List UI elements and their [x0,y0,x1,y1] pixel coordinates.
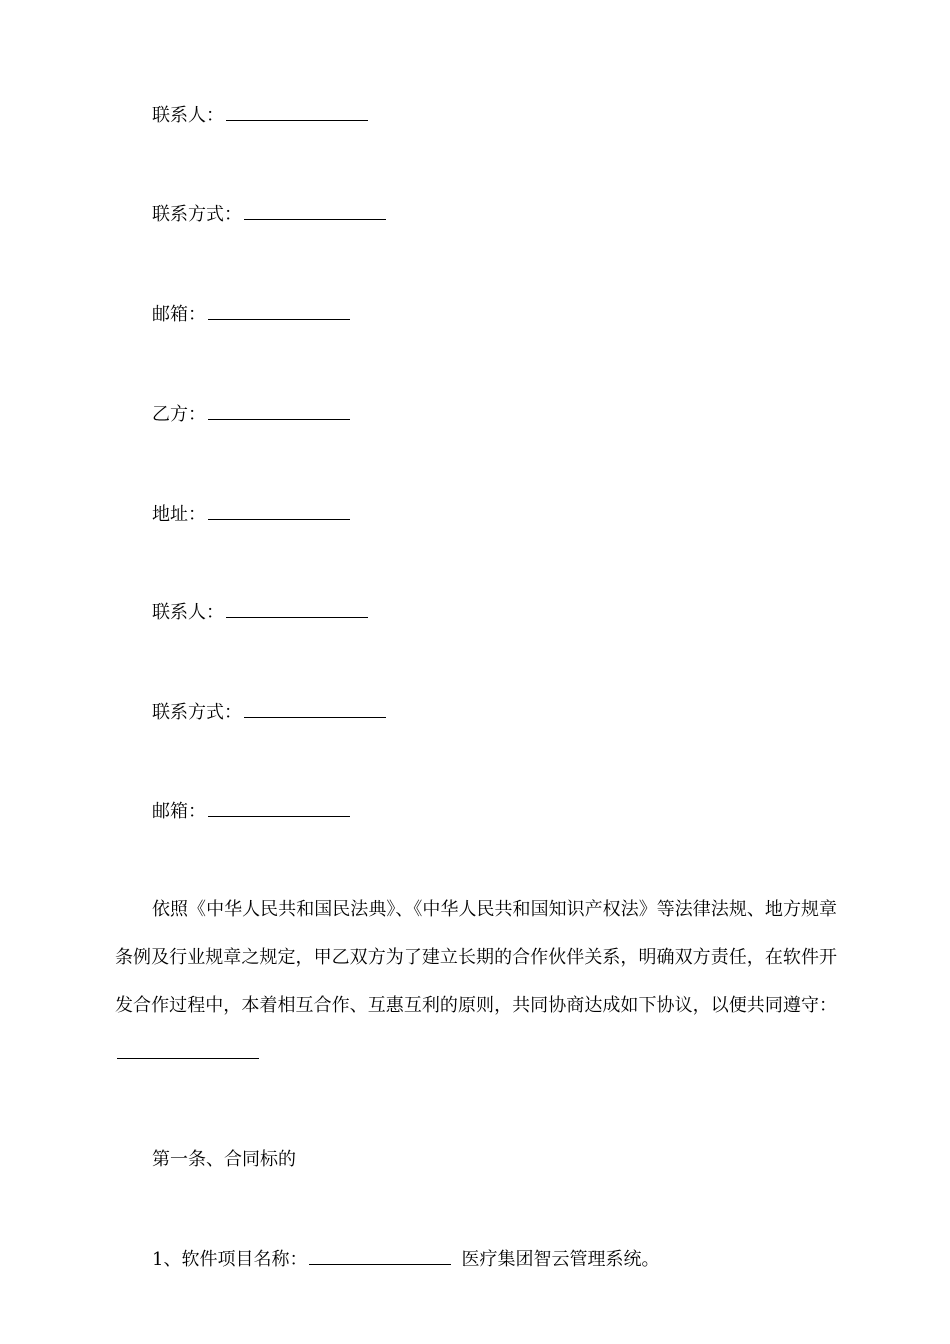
email-field-b [152,800,350,824]
contact-person-field-b [152,601,368,625]
preamble-text: 依照《中华人民共和国民法典》、《中华人民共和国知识产权法》等法律法规、地方规章条例及行业规章之规定，甲乙双方为了建立长期的合作伙伴关系，明确双方责任，在软件开发合作过程中，本着相互合作、互惠互利的原则，共同协商达成如下协议，以便共同遵守： [115,899,837,1016]
email-field-a [152,303,350,327]
address-field [152,503,350,527]
fill-in-blank[interactable] [208,303,350,320]
fill-in-blank[interactable] [117,1042,259,1059]
fill-in-blank[interactable] [208,503,350,520]
field-label: 联系方式： [152,204,242,225]
field-label: 1、软件项目名称： [152,1249,308,1270]
fill-in-blank[interactable] [244,203,386,220]
article-1-heading: 第一条、合同标的 [152,1149,296,1170]
fill-in-blank[interactable] [208,800,350,817]
project-name-field [152,1248,659,1272]
field-label: 地址： [152,504,206,525]
field-label: 联系方式： [152,702,242,723]
fill-in-blank[interactable] [226,104,368,121]
preamble-paragraph [115,886,837,1078]
field-label: 乙方： [152,404,206,425]
fill-in-blank[interactable] [226,601,368,618]
field-label: 联系人： [152,602,224,623]
contact-method-field-a [152,203,386,227]
party-b-field [152,403,350,427]
field-label: 邮箱： [152,801,206,822]
contact-person-field-a [152,104,368,128]
fill-in-blank[interactable] [208,403,350,420]
field-label: 邮箱： [152,304,206,325]
project-name-value: 医疗集团智云管理系统。 [461,1249,660,1270]
field-label: 联系人： [152,105,224,126]
contact-method-field-b [152,701,386,725]
article-heading [152,1148,296,1172]
fill-in-blank[interactable] [244,701,386,718]
fill-in-blank[interactable] [309,1248,451,1265]
